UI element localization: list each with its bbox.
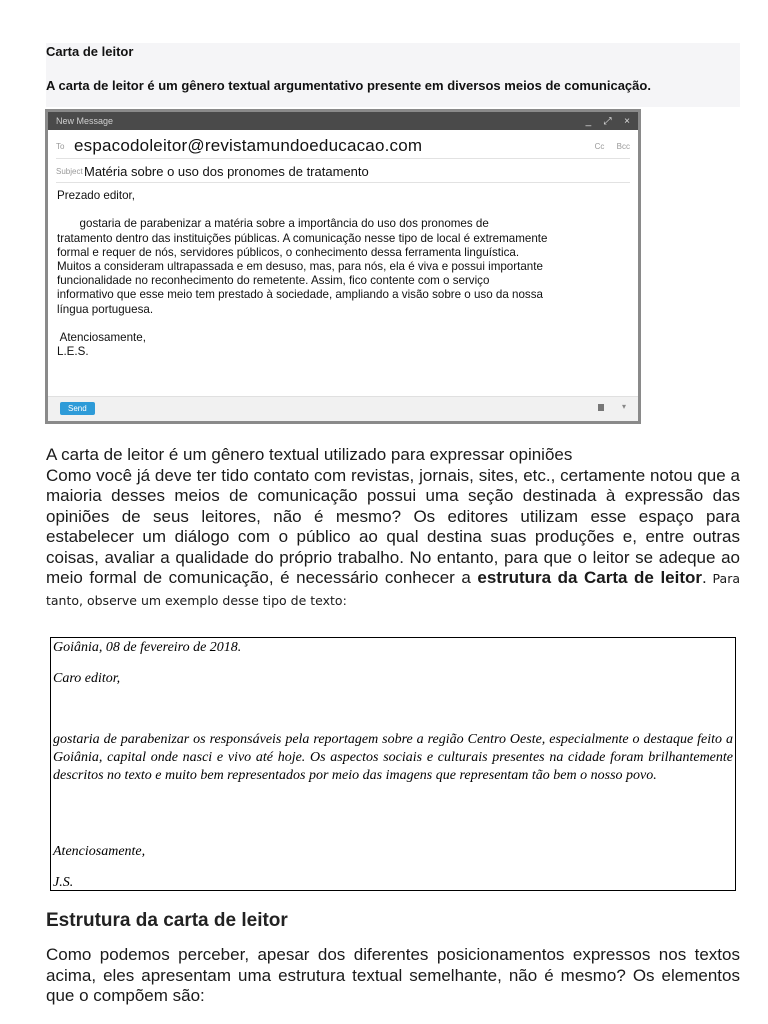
close-icon: ×	[624, 115, 630, 127]
to-field: espacodoleitor@revistamundoeducacao.com	[74, 136, 423, 155]
email-body	[57, 189, 627, 359]
page-title: Carta de leitor	[46, 44, 134, 59]
article-paragraph	[46, 466, 740, 612]
email-body-line: língua portuguesa.	[57, 302, 154, 316]
expand-icon: ⤢	[603, 115, 612, 127]
article-dot: .	[702, 568, 707, 587]
email-body-line: tratamento dentro das instituições públicas. A comunicação nesse tipo de local é extremamente	[57, 231, 548, 245]
email-footer	[48, 396, 638, 421]
section-body: Como podemos perceber, apesar dos diferentes posicionamentos expressos nos textos acima, eles apresentam uma estrutura textual semelhante, não é mesmo? Os elementos que o compõem são:	[46, 945, 740, 1005]
cc-label: Cc	[594, 141, 605, 151]
article-para-text: Como você já deve ter tido contato com revistas, jornais, sites, etc., certamente notou que a maioria desses meios de comunicação possui uma seção destinada à expressão das opiniões de seus leitores, não é mesmo? Os editores utilizam esse espaço para estabelecer um diálogo com o público ao qual destina suas produções e, entre outras coisas, avaliar a qualidade do próprio trabalho. No entanto, para que o leitor se adeque ao meio formal de comunicação, é necessário conhecer a	[46, 465, 740, 587]
email-titlebar	[48, 112, 638, 130]
to-label: To	[56, 141, 65, 151]
email-body-line: gostaria de parabenizar a matéria sobre a importância do uso dos pronomes de	[57, 217, 489, 231]
letter-greeting: Caro editor,	[53, 671, 121, 686]
header-banner	[46, 43, 740, 107]
letter-closing: Atenciosamente,	[53, 844, 146, 859]
email-signature: L.E.S.	[57, 345, 89, 359]
letter-signature: J.S.	[53, 875, 74, 890]
subject-label: Subject	[56, 166, 83, 176]
letter-date: Goiânia, 08 de fevereiro de 2018.	[53, 640, 242, 655]
page-subtitle: A carta de leitor é um gênero textual argumentativo presente em diversos meios de comunicação.	[46, 78, 651, 93]
trash-icon	[598, 404, 604, 411]
window-controls	[576, 116, 630, 127]
subject-field: Matéria sobre o uso dos pronomes de tratamento	[84, 163, 369, 179]
email-compose-image	[45, 109, 641, 424]
email-body-line: formal e requer de nós, servidores públicos, o conhecimento dessa ferramenta linguística.	[57, 245, 520, 259]
email-window-title: New Message	[56, 116, 114, 126]
email-body-line: Muitos a consideram ultrapassada e em desuso, mas, para nós, ela é viva e possui importante	[57, 260, 543, 274]
email-to-row	[56, 134, 630, 159]
cc-bcc	[585, 142, 630, 151]
letter-body: gostaria de parabenizar os responsáveis pela reportagem sobre a região Centro Oeste, especialmente o destaque feito a Goiânia, capital onde nasci e vivo até hoje. Os aspectos sociais e culturais presentes na cidade foram brilhantemente descritos no texto e muito bem representados por meio das imagens que representam tão bem o nosso povo.	[53, 732, 733, 783]
article-text	[46, 445, 740, 611]
chevron-down-icon: ▾	[621, 402, 626, 411]
letter-example-box	[50, 637, 736, 891]
article-small-text: Para tanto, observe um exemplo desse tipo de texto:	[46, 571, 740, 608]
minimize-icon: _	[585, 115, 592, 127]
email-body-line: funcionalidade no reconhecimento do remetente. Assim, fico contente com o serviço	[57, 274, 490, 288]
email-greeting: Prezado editor,	[57, 189, 135, 202]
email-closing: Atenciosamente,	[57, 331, 146, 345]
send-button: Send	[60, 402, 95, 415]
email-subject-row	[56, 160, 630, 183]
section-title: Estrutura da carta de leitor	[46, 910, 288, 931]
article-lead: A carta de leitor é um gênero textual utilizado para expressar opiniões	[46, 445, 573, 464]
article-bold-phrase: estrutura da Carta de leitor	[477, 568, 703, 587]
email-body-line: informativo que esse meio tem prestado à sociedade, ampliando a visão sobre o uso da nossa	[57, 288, 543, 302]
bcc-label: Bcc	[616, 141, 630, 151]
